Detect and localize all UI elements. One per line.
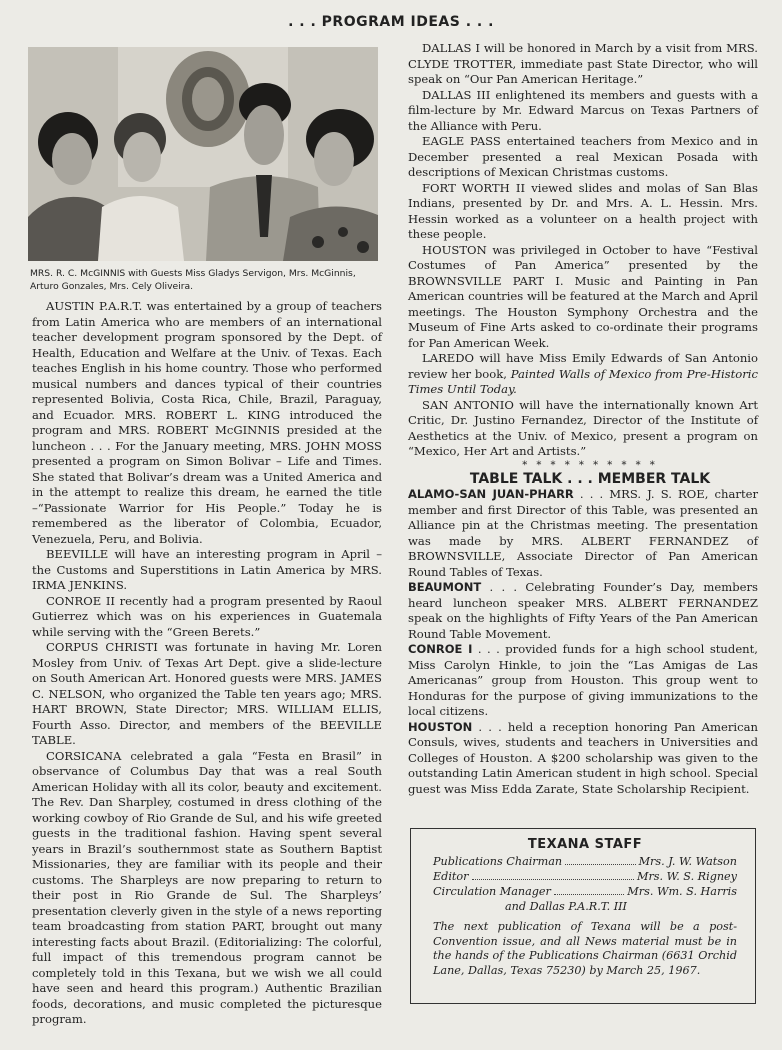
- article-dallas-iii: DALLAS III enlightened its members and guests with a film-lecture by Mr. Edward Marcus on Texas Partners of the Alliance with Peru.: [408, 87, 758, 133]
- article-dallas-i: DALLAS I will be honored in March by a visit from MRS. CLYDE TROTTER, immediate past State Director, who will speak on “Our Pan American Heritage.”: [408, 41, 758, 86]
- article-eagle-pass: EAGLE PASS entertained teachers from Mexico and in December presented a real Mexican Posada with descriptions of Mexican Christmas customs.: [408, 134, 758, 179]
- laredo-text: LAREDO will have Miss Emily Edwards of San Antonio review her book,: [408, 351, 758, 381]
- entry-lead: CONROE I: [408, 642, 473, 656]
- article-fort-worth-ii: FORT WORTH II viewed slides and molas of San Blas Indians, presented by Dr. and Mrs. A. L. Hessin. Mrs. Hessin worked as a volunteer on a health project with these people.: [408, 180, 758, 241]
- article-austin: AUSTIN P.A.R.T. was entertained by a group of teachers from Latin America who are members of an international teacher development program sponsored by the Dept. of Health, Education and Welfare at the Univ. of Texas. Each teaches English in his home country. Those who performed musical numbers and dances typical of their countries represented Bolivia, Costa Rica, Chile, Brazil, Paraguay, and Ecuador. MRS. ROBERT L. KING introduced the program and MRS. ROBERT McGINNIS presided at the luncheon . . . For the January meeting, MRS. JOHN MOSS presented a program on Simon Bolivar – Life and Times. She stated that Bolivar’s dream was a United America and in the attempt to realize this dream, he earned the title –“Passionate Warrior for His People.” Today he is remembered as the liberator of Colombia, Ecuador, Venezuela, Peru, and Bolivia.: [32, 299, 382, 546]
- article-conroe-ii: CONROE II recently had a program presented by Raoul Gutierrez which was on his experiences in Guatemala while serving with the “Green Berets.”: [32, 593, 382, 639]
- staff-name: Mrs. W. S. Rigney: [637, 870, 737, 883]
- article-corsicana: CORSICANA celebrated a gala “Festa en Brasil” in observance of Columbus Day that was a real South American Holiday with all its color, beauty and excitement. The Rev. Dan Sharpley, costumed in dress clothing of the working cowboy of Rio Grande de Sul, and his wife greeted guests in the traditional fashion. Having spent several years in Brazil’s southernmost state as Southern Baptist Missionaries, they are familiar with its people and their customs. The Sharpleys are now preparing to return to their post in Rio Grande de Sul. The Sharpleys’ presentation cleverly given in the style of a news reporting team broadcasting from station PART, brought out many interesting facts about Brazil. (Editorializing: The colorful, full impact of this tremendous program cannot be completely told in this Texana, but we wish we all could have seen and heard this program.) Authentic Brazilian foods, decorations, and music completed the picturesque program.: [32, 748, 382, 1026]
- staff-name: Mrs. J. W. Watson: [638, 855, 737, 868]
- leader-dots: [565, 854, 635, 865]
- staff-row: [433, 884, 737, 899]
- article-corpus-christi: CORPUS CHRISTI was fortunate in having Mr. Loren Mosley from Univ. of Texas Art Dept. give a slide-lecture on South American Art. Honored guests were MRS. JAMES C. NELSON, who organized the Table ten years ago; MRS. HART BROWN, State Director; MRS. WILLIAM ELLIS, Fourth Asso. Director, and members of the BEEVILLE TABLE.: [32, 640, 382, 747]
- entry-text: . . . MRS. J. S. ROE, charter member and first Director of this Table, was presented an Alliance pin at the Christmas meeting. The presentation was made by MRS. ALBERT FERNANDEZ of BROWNSVILLE, Associate Director of Pan American Round Tables of Texas.: [408, 487, 759, 579]
- photo-caption: MRS. R. C. McGINNIS with Guests Miss Gladys Servigon, Mrs. McGinnis, Arturo Gonzales, Mrs. Cely Oliveira.: [30, 268, 356, 292]
- publication-note: The next publication of Texana will be a post-Convention issue, and all News material must be in the hands of the Publications Chairman (6631 Orchid Lane, Dallas, Texas 75230) by March 25, 1967.: [433, 920, 737, 977]
- article-beeville: BEEVILLE will have an interesting program in April – the Customs and Superstitions in Latin America by MRS. IRMA JENKINS.: [32, 547, 382, 592]
- leader-dots: [472, 869, 635, 880]
- article-laredo: [408, 351, 758, 398]
- entry-lead: ALAMO-SAN JUAN-PHARR: [408, 487, 574, 501]
- staff-row: [433, 854, 737, 869]
- article-san-antonio: SAN ANTONIO will have the internationally known Art Critic, Dr. Justino Fernandez, Director of the Institute of Aesthetics at the Univ. of Mexico, present a program on “Mexico, Her Art and Artists.”: [408, 397, 758, 458]
- article-houston: HOUSTON was privileged in October to have “Festival Costumes of Pan America” presented by the BROWNSVILLE PART I. Music and Painting in Pan American countries will be featured at the March and April meetings. The Houston Symphony Orchestra and the Museum of Fine Arts asked to co-ordinate their programs for Pan American Week.: [408, 242, 758, 350]
- group-photo: [28, 47, 378, 261]
- staff-row: [433, 869, 737, 884]
- table-talk-entry: [408, 642, 758, 720]
- star-separator: * * * * * * * * * *: [522, 459, 658, 471]
- left-column: [32, 299, 382, 1028]
- staff-box-title: TEXANA STAFF: [527, 837, 643, 852]
- entry-text: . . . Celebrating Founder’s Day, members heard luncheon speaker MRS. ALBERT FERNANDEZ speak on the highlights of Fifty Years of the Pan American Round Table Movement.: [408, 580, 758, 641]
- table-talk-entry: [408, 487, 758, 580]
- table-talk-heading: TABLE TALK . . . MEMBER TALK: [469, 470, 711, 487]
- entry-lead: BEAUMONT: [408, 580, 482, 594]
- staff-continuation: and Dallas P.A.R.T. III: [505, 900, 627, 913]
- entry-text: . . . provided funds for a high school student, Miss Carolyn Hinkle, to join the “Las Amigas de Las Americanas” group from Houston. This group went to Honduras for the purpose of giving immunizations to the local citizens.: [408, 642, 758, 718]
- table-talk-entry: [408, 580, 758, 642]
- right-column: [408, 41, 758, 797]
- group-photo-illustration: [28, 47, 378, 261]
- staff-box: [410, 828, 756, 1004]
- staff-name: Mrs. Wm. S. Harris: [627, 885, 737, 898]
- staff-role: Publications Chairman: [433, 855, 563, 868]
- page-title: . . . PROGRAM IDEAS . . .: [288, 14, 494, 30]
- staff-role: Editor: [433, 870, 469, 883]
- entry-text: . . . held a reception honoring Pan American Consuls, wives, students and teachers in Universities and Colleges of Houston. A $200 scholarship was given to the outstanding Latin American student in high school. Special guest was Miss Edda Zarate, State Scholarship Recipient.: [408, 719, 758, 796]
- laredo-book-title: Painted Walls of Mexico from Pre-Historic Times Until Today.: [408, 366, 758, 396]
- staff-role: Circulation Manager: [433, 885, 551, 898]
- table-talk-entry: [408, 720, 758, 798]
- entry-lead: HOUSTON: [408, 719, 473, 734]
- leader-dots: [554, 884, 624, 895]
